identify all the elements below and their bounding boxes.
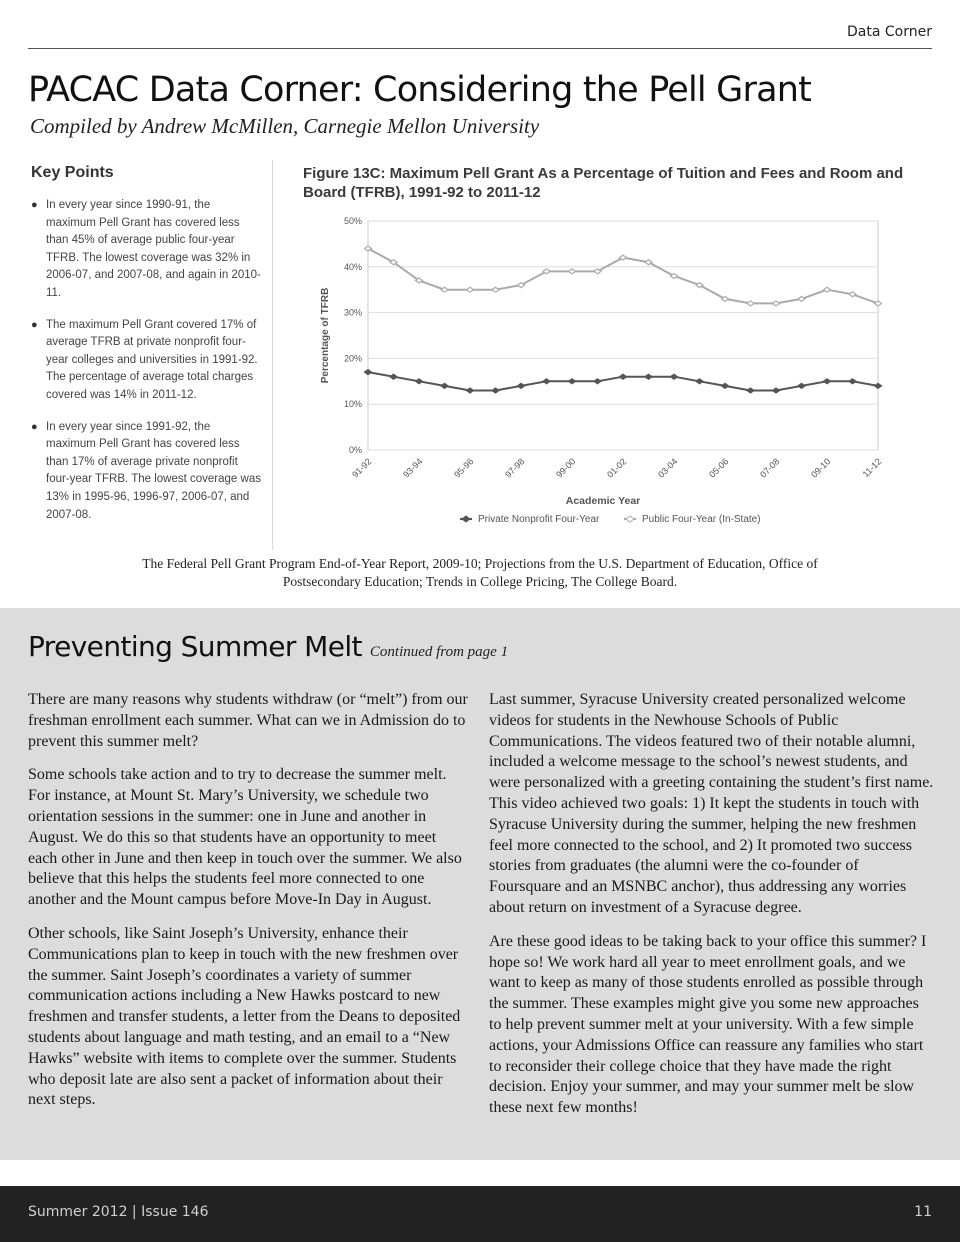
y-tick-label: 20% [343, 353, 362, 364]
x-axis-label: Academic Year [565, 495, 641, 507]
data-point [467, 287, 474, 292]
y-tick-label: 40% [343, 261, 362, 272]
article-section [0, 608, 960, 1160]
chart-title: Figure 13C: Maximum Pell Grant As a Percentage of Tuition and Fees and Room and Board (TFRB), 1991-92 to 2011-12 [303, 165, 904, 201]
x-tick-label: 09-10 [809, 456, 833, 480]
data-point [773, 388, 780, 393]
x-tick-label: 91-92 [350, 456, 374, 480]
key-point-item [30, 419, 262, 525]
key-point-item [30, 317, 262, 405]
legend-marker [626, 516, 634, 522]
x-tick-label: 05-06 [707, 456, 731, 480]
data-point [569, 269, 576, 274]
x-tick-label: 93-94 [401, 456, 425, 480]
y-tick-label: 10% [343, 399, 362, 410]
data-point [747, 388, 754, 393]
article-paragraph: Some schools take action and to try to decrease the summer melt. For instance, at Mount St. Mary’s University, we schedule two orientation sessions in the summer: one in June and another in August. We do this so that students have an opportunity to meet each other in June and then keep in touch over the summer. We also believe that this helps the students feel more connected to one another and the Mount campus before Move-In Day in August. [28, 766, 462, 909]
data-point [875, 383, 882, 388]
article-heading [28, 630, 508, 663]
issue-label: Summer 2012 | Issue 146 [28, 1204, 209, 1220]
section-label: Data Corner [847, 24, 932, 40]
data-point [620, 374, 627, 379]
x-tick-label: 11-12 [860, 456, 884, 480]
y-axis-label: Percentage of TFRB [320, 287, 331, 384]
bullet-icon: ● [31, 318, 38, 331]
pell-grant-chart [300, 205, 920, 535]
article-column-right [489, 690, 934, 1132]
article-paragraph: Are these good ideas to be taking back to your office this summer? I hope so! We work hard all year to meet enrollment goals, and we want to keep as many of those students enrolled as possible through the summer. These examples might give you some new approaches to help prevent summer melt at your university. With a few simple actions, your Admissions Office can reassure any families who start to reconsider their college choice that they have made the right decision. Enjoy your summer, and may your summer melt be slow these next few months! [489, 932, 927, 1117]
data-point [722, 383, 729, 388]
footer [0, 1186, 960, 1242]
article-paragraph: Other schools, like Saint Joseph’s University, enhance their Communications plan to keep in touch with the new freshmen over the summer. Saint Joseph’s coordinates a variety of summer communication actions including a New Hawks postcard to new freshmen and transfer students, a letter from the Deans to deposited students about language and math testing, and an email to a “New Hawks” website with items to complete over the summer. Students who deposit late are also sent a packet of information about their next steps. [28, 924, 461, 1109]
data-point [773, 301, 780, 306]
y-tick-label: 30% [343, 307, 362, 318]
x-tick-label: 07-08 [758, 456, 782, 480]
key-point-text: In every year since 1990-91, the maximum Pell Grant has covered less than 45% of average public four-year TFRB. The lowest coverage was 32% in 2006-07, and 2007-08, and again in 2010-11. [46, 199, 261, 299]
data-point [492, 287, 499, 292]
data-point [645, 374, 652, 379]
article-column-left [28, 690, 468, 1124]
data-point [747, 301, 754, 306]
y-tick-label: 0% [348, 445, 362, 455]
data-point [696, 379, 703, 384]
data-point [390, 374, 397, 379]
key-point-text: In every year since 1991-92, the maximum Pell Grant has covered less than 17% of average private nonprofit four-year TFRB. The lowest coverage was 13% in 1995-96, 1996-97, 2006-07, and 2007-08. [46, 420, 261, 521]
key-point-item [30, 197, 262, 303]
bullet-icon: ● [31, 199, 38, 211]
byline: Compiled by Andrew McMillen, Carnegie Mellon University [30, 114, 540, 138]
data-point [594, 379, 601, 384]
header-divider [28, 48, 932, 49]
key-points-title: Key Points [31, 164, 114, 181]
x-tick-label: 95-96 [452, 456, 476, 480]
source-note: The Federal Pell Grant Program End-of-Year Report, 2009-10; Projections from the U.S. Department of Education, Office of Postsecondary Education; Trends in College Pricing, The College Board. [142, 556, 818, 589]
data-point [543, 379, 550, 384]
data-point [518, 383, 525, 388]
data-point [569, 379, 576, 384]
article-title: Preventing Summer Melt [28, 630, 362, 663]
x-tick-label: 99-00 [554, 456, 578, 480]
continued-note: Continued from page 1 [369, 644, 509, 660]
data-point [671, 374, 678, 379]
x-tick-label: 03-04 [656, 456, 680, 480]
data-point [824, 379, 831, 384]
page-title: PACAC Data Corner: Considering the Pell Grant [28, 70, 812, 110]
article-paragraph: Last summer, Syracuse University created personalized welcome videos for students in the Newhouse Schools of Public Communications. The videos featured two of their notable alumni, included a welcome message to the school’s newest students, and were personalized with a greeting containing the student’s first name. This video achieved two goals: 1) It kept the students in touch with Syracuse University during the summer, helping the new freshmen feel more connected to the school, and 2) It promoted two success stories from graduates (the alumni were the co-founder of Foursquare and an MSNBC anchor), thus addressing any worries about return on investment of a Syracuse degree. [489, 691, 934, 916]
data-point [849, 379, 856, 384]
x-tick-label: 01-02 [605, 456, 629, 480]
bullet-icon: ● [31, 420, 38, 433]
page-number: 11 [914, 1204, 932, 1220]
data-point [365, 370, 372, 375]
data-point [416, 379, 423, 384]
data-point [798, 383, 805, 388]
legend-label: Private Nonprofit Four-Year [478, 514, 600, 525]
key-points-list [30, 197, 262, 538]
y-tick-label: 50% [343, 216, 362, 226]
data-point [467, 388, 474, 393]
data-point [441, 383, 448, 388]
legend-marker [462, 516, 470, 522]
x-tick-label: 97-98 [503, 456, 527, 480]
data-point [492, 388, 499, 393]
key-point-text: The maximum Pell Grant covered 17% of average TFRB at private nonprofit four-year colleges and universities in 1991-92. The percentage of average total charges covered was 14% in 2011-12. [46, 318, 258, 401]
legend-label: Public Four-Year (In-State) [642, 514, 761, 525]
column-divider [272, 160, 273, 550]
article-paragraph: There are many reasons why students withdraw (or “melt”) from our freshman enrollment each summer. What can we in Admission do to prevent this summer melt? [28, 691, 468, 750]
